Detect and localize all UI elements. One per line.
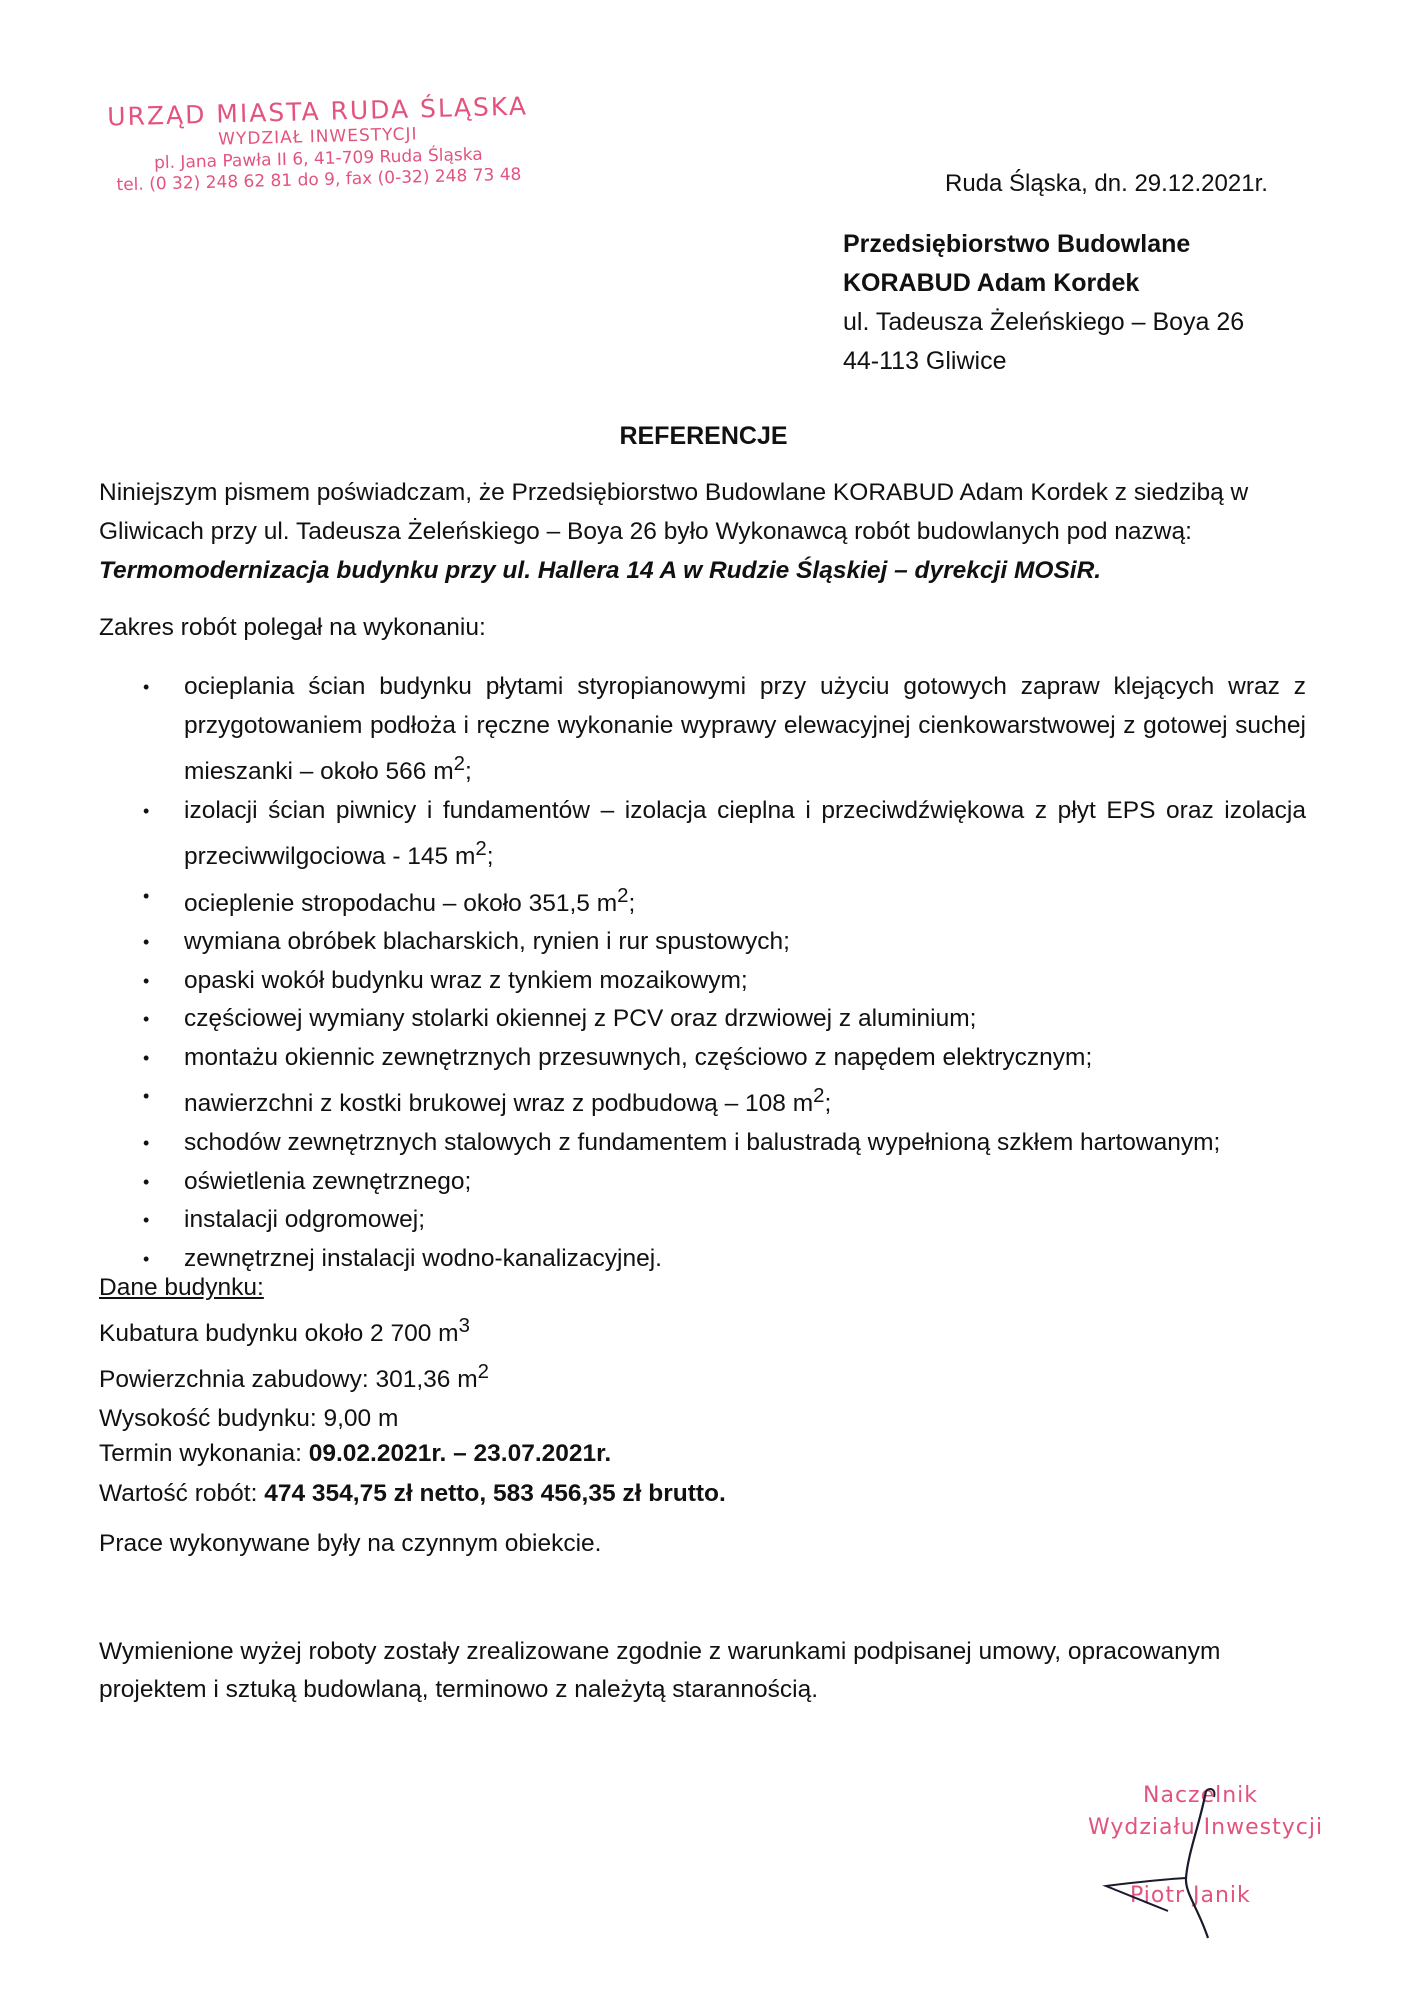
bullet-icon: • <box>143 1086 150 1107</box>
recipient-company-line: Przedsiębiorstwo Budowlane <box>843 230 1191 258</box>
bullet-icon: • <box>143 1133 150 1154</box>
scope-item: • zewnętrznej instalacji wodno-kanalizacyjnej. <box>131 1240 1306 1279</box>
stamp-phone-fax: tel. (0 32) 248 62 81 do 9, fax (0-32) 248 73 48 <box>116 164 522 196</box>
scope-item: • wymiana obróbek blacharskich, rynien i rur spustowych; <box>131 923 1306 962</box>
office-stamp <box>107 91 529 197</box>
scope-item: • oświetlenia zewnętrznego; <box>131 1163 1306 1202</box>
works-value-amount: 474 354,75 zł netto, 583 456,35 zł brutto. <box>264 1480 726 1507</box>
bullet-icon: • <box>143 677 150 697</box>
bullet-icon: • <box>143 1171 150 1192</box>
bullet-icon: • <box>143 932 150 953</box>
bullet-icon: • <box>143 800 150 821</box>
intro-text: Niniejszym pismem poświadczam, że Przedsiębiorstwo Budowlane KORABUD Adam Kordek z siedzibą w Gliwicach przy ul. Tadeusza Żeleńskiego – Boya 26 było Wykonawcą robót budowlanych pod nazwą: <box>99 479 1249 545</box>
intro-paragraph <box>99 473 1305 590</box>
recipient-address <box>843 225 1244 381</box>
project-name: Termomodernizacja budynku przy ul. Hallera 14 A w Rudzie Śląskiej – dyrekcji MOSiR. <box>99 557 1102 584</box>
document-title: REFERENCJE <box>619 422 788 450</box>
bullet-icon: • <box>143 1210 150 1231</box>
bullet-icon: • <box>143 1248 150 1269</box>
scope-item: • nawierzchni z kostki brukowej wraz z podbudową – 108 $m^2$; <box>131 1077 1306 1124</box>
scope-list <box>131 668 1306 1278</box>
scope-item: • schodów zewnętrznych stalowych z fundamentem i balustradą wypełnioną szkłem hartowanym; <box>131 1124 1306 1163</box>
note: Prace wykonywane były na czynnym obiekcie. <box>99 1530 602 1557</box>
scope-item: • instalacji odgromowej; <box>131 1201 1306 1240</box>
signature-stamp <box>1088 1783 1328 1943</box>
scope-item: • montażu okiennic zewnętrznych przesuwnych, częściowo z napędem elektrycznym; <box>131 1039 1306 1078</box>
stamp-office-name: URZĄD MIASTA RUDA ŚLĄSKA <box>106 91 529 132</box>
recipient-street: ul. Tadeusza Żeleńskiego – Boya 26 <box>843 308 1245 336</box>
bullet-icon: • <box>143 970 150 991</box>
closing-paragraph: Wymienione wyżej roboty zostały zrealizowane zgodnie z warunkami podpisanej umowy, opracowanym projektem i sztuką budowlaną, terminowo z należytą starannością. <box>99 1638 1221 1703</box>
stamp-address: pl. Jana Pawła II 6, 41-709 Ruda Śląska <box>153 144 483 173</box>
execution-term-value: 09.02.2021r. – 23.07.2021r. <box>308 1440 612 1467</box>
execution-term: Termin wykonania: 09.02.2021r. – 23.07.2021r. <box>99 1440 612 1467</box>
scope-item: • opaski wokół budynku wraz z tynkiem mozaikowym; <box>131 962 1306 1001</box>
building-area: Powierzchnia zabudowy: 301,36 $m^2$ <box>99 1361 489 1394</box>
scope-item: • izolacji ścian piwnicy i fundamentów – izolacja cieplna i przeciwdźwiękowa z płyt EPS oraz izolacja przeciwwilgociowa - 145 $m^2$; <box>131 792 1306 877</box>
terms-block <box>99 1434 726 1514</box>
works-value: Wartość robót: 474 354,75 zł netto, 583 456,35 zł brutto. <box>99 1480 726 1507</box>
scope-item: • ocieplenie stropodachu – około 351,5 $m^2$; <box>131 877 1306 924</box>
signature-name: Piotr Janik <box>1130 1883 1251 1908</box>
signature-department: Wydziału Inwestycji <box>1088 1815 1324 1840</box>
building-data <box>99 1268 489 1438</box>
bullet-icon: • <box>143 1047 150 1068</box>
handwritten-signature-icon <box>1088 1783 1328 1943</box>
place-date: Ruda Śląska, dn. 29.12.2021r. <box>945 170 1268 197</box>
recipient-name-line: KORABUD Adam Kordek <box>843 269 1140 297</box>
building-data-heading: Dane budynku: <box>99 1274 264 1301</box>
recipient-city: 44-113 Gliwice <box>843 347 1007 375</box>
bullet-icon: • <box>143 1009 150 1030</box>
stamp-department: WYDZIAŁ INWESTYCJI <box>217 124 418 150</box>
scope-item: • ocieplania ścian budynku płytami styropianowymi przy użyciu gotowych zapraw klejących wraz z przygotowaniem podłoża i ręczne wykonanie wyprawy elewacyjnej cienkowarstwowej z gotowej suchej mieszanki – około 566 $m^2$; <box>131 668 1306 792</box>
building-volume: Kubatura budynku około 2 700 $m^3$ <box>99 1315 470 1348</box>
building-height: Wysokość budynku: 9,00 m <box>99 1405 399 1433</box>
scope-lead: Zakres robót polegał na wykonaniu: <box>99 614 486 641</box>
bullet-icon: • <box>143 885 150 906</box>
scope-item: • częściowej wymiany stolarki okiennej z PCV oraz drzwiowej z aluminium; <box>131 1000 1306 1039</box>
signature-title: Naczelnik <box>1143 1783 1259 1808</box>
